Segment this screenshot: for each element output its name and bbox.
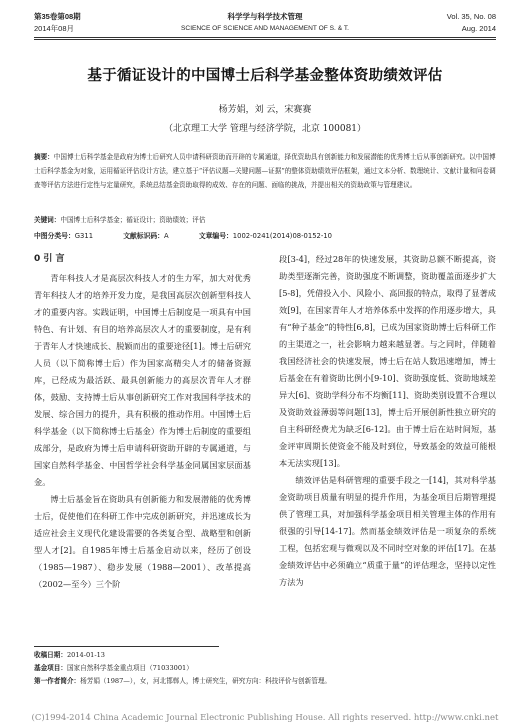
article-number-value: 1002-0241(2014)08-0152-10 [232,232,332,240]
abstract-text: 中国博士后科学基金是政府为博士后研究人员申请科研资助而开辟的专属通道，择优资助具有创新能力和发展潜能的优秀博士后从事创新研究。以中国博士后科学基金为对象，运用循证评估设计方法，建立基于“评估议题—关键问题—证据”的整体资助绩效评估框架，通过文本分析、数理统计、文献计量和问卷调查等评估方法进行定性与定量研究，系统总结基金资助取得的成效、存在的问题、面临的挑战，并提出相关的资助政策与管理建议。 [34,153,496,189]
abstract-label: 摘要： [34,153,54,161]
fund-label: 基金项目： [34,664,67,672]
volume-cn: 第35卷第08期 [34,12,81,21]
article-title: 基于循证设计的中国博士后科学基金整体资助绩效评估 [87,68,443,84]
received-label: 收稿日期： [34,651,67,659]
author-bio-label: 第一作者简介： [34,677,81,685]
received-date [34,650,105,660]
doc-code-label: 文献标识码： [123,232,164,240]
fund-value: 国家自然科学基金重点项目（71033001） [66,664,193,672]
article-number-label: 文章编号： [198,232,233,240]
journal-name-cn: 科学学与科学技术管理 [227,12,303,21]
journal-name-en: SCIENCE OF SCIENCE AND MANAGEMENT OF S. & T. [181,25,349,32]
body-left-column [34,251,251,593]
footnote-rule [34,646,219,647]
fund-info [34,663,193,673]
clc-label: 中图分类号： [34,232,75,240]
header-rule-double [34,39,496,40]
keywords-label: 关键词： [34,216,61,224]
abstract [34,150,496,192]
body-right-column [279,251,496,591]
doc-code-value: A [163,232,169,240]
header-rule [34,37,496,38]
date-en: Aug. 2014 [461,24,496,33]
author-bio [34,676,331,686]
body-paragraph: 绩效评估是科研管理的重要手段之一[14]，其对科学基金资助项目质量有明显的提升作用，为基金项目后期管理提供了管理工具，对加强科学基金项目相关管理主体的作用有很强的引导[14-17]。然而基金绩效评估是一项复杂的系统工程，包括宏观与微观以及不同时空对象的评估[17]。在基金绩效评估中必须确立“质重于量”的评估理念，坚持以定性方法为 [279,475,496,587]
date-cn: 2014年08月 [34,24,75,33]
received-value: 2014-01-13 [66,651,105,659]
clc-value: G311 [74,232,94,240]
body-paragraph: 博士后基金旨在资助具有创新能力和发展潜能的优秀博士后，促使他们在科研工作中完成创新研究，并迅速成长为适应社会主义现代化建设需要的各类复合型、战略型和创新型人才[2]。自1985年博士后基金启动以来，经历了创设（1985—1987）、稳步发展（1988—2001）、改革提高（2002—至今）三个阶 [34,494,251,589]
author-affiliation: （北京理工大学 管理与经济学院，北京 100081） [163,124,367,134]
author-bio-value: 杨芳娟（1987—），女，河北邯郸人，博士研究生，研究方向：科技评价与创新管理。 [80,677,332,685]
volume-en: Vol. 35, No. 08 [446,12,496,21]
classification-line [34,230,496,240]
body-paragraph: 青年科技人才是高层次科技人才的生力军，加大对优秀青年科技人才的培养开发力度，是我国高层次创新型科技人才的重要内容。实践证明，中国博士后制度是一项具有中国特色、有计划、有目的培养高层次人才的重要制度，是有利于青年人才快速成长、脱颖而出的重要途径[1]。博士后研究人员（以下简称博士后）作为国家高精尖人才的储备资源库，已经成为最活跃、最具创新能力的高层次青年人才群体，鼓励、支持博士后从事创新研究工作对我国科学技术的发展、综合国力的提升，具有积极的推动作用。中国博士后科学基金（以下简称博士后基金）作为博士后制度的重要组成部分，是政府为博士后申请科研资助开辟的专属通道，与国家自然科学基金、中国哲学社会科学基金同属国家层面基金。 [34,273,251,487]
keywords [34,213,496,227]
section-heading: 0 引 言 [34,254,65,264]
copyright-watermark: (C)1994-2014 China Academic Journal Electronic Publishing House. All rights reserved. http://www.cnki.net [31,713,499,723]
keywords-text: 中国博士后科学基金；循证设计；资助绩效；评估 [60,216,206,224]
article-authors: 杨芳娟，刘 云，宋赛赛 [218,105,312,115]
body-paragraph: 段[3-4]，经过28年的快速发展，其资助总额不断提高，资助类型逐渐完善，资助强度不断调整，资助覆盖面逐步扩大[5-8]，凭借投入小、风险小、高回报的特点，取得了显著成效[9]，在国家青年人才培养体系中发挥的作用逐步增大，具有“种子基金”的特性[6,8]，已成为国家资助博士后科研工作的主渠道之一，社会影响力越来越显著。与之同时，伴随着我国经济社会的快速发展，博士后在站人数迅速增加，博士后基金在有着资助比例小[9-10]、资助强度低、资助地域差异大[6]、资助学科分布不均衡[11]、资助类别设置不合理以及资助效益薄弱等问题[13]，博士后开展创新性独立研究的自主科研经费尤为缺乏[6-12]。由于博士后在站时间短，基金评审周期长使资金不能及时到位，导致基金的效益可能根本无法实现[13]。 [279,254,496,468]
